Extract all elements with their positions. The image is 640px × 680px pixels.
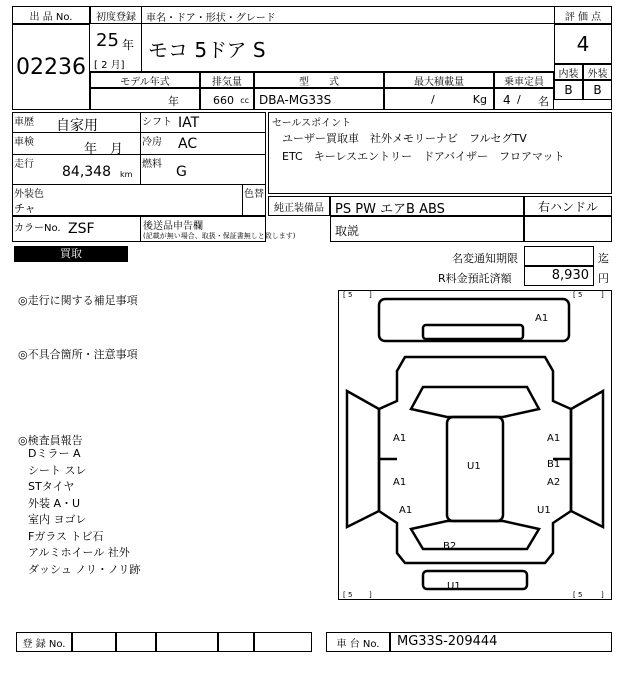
supplement-heading: ◎走行に関する補足事項 [18, 294, 138, 307]
name-change-unit: 迄 [598, 252, 609, 265]
inspection-label: 車検 [14, 137, 34, 148]
mileage-unit: km [120, 170, 133, 179]
svg-text:B1: B1 [547, 459, 561, 470]
displacement-box [200, 88, 254, 110]
defects-heading: ◎不具合箇所・注意事項 [18, 348, 138, 361]
sales-point-label: セールスポイント [272, 118, 352, 129]
details-frame [12, 112, 266, 216]
inspector-item: Fガラス トビ石 [28, 529, 104, 543]
inspector-item: ダッシュ ノリ・ノリ跡 [28, 562, 141, 576]
inspector-heading: ◎検査員報告 [18, 434, 83, 447]
shift: IAT [178, 115, 200, 131]
svg-text:]: ] [369, 591, 372, 599]
fuel: G [176, 164, 187, 180]
svg-text:A1: A1 [547, 433, 561, 444]
first-reg-year: 25 [96, 30, 119, 51]
car-name-label: 車名・ドア・形状・グレード [142, 6, 554, 24]
front-bumper [423, 571, 527, 589]
col-divider [140, 112, 141, 184]
model-year-box [90, 88, 200, 110]
color-no-label: カラーNo. [14, 223, 61, 234]
svg-text:U1: U1 [537, 505, 551, 516]
color-no: ZSF [68, 221, 95, 237]
grade-label: 評 価 点 [554, 6, 612, 24]
rear-window [423, 325, 523, 339]
year-char: 年 [122, 38, 135, 52]
svg-text:A1: A1 [393, 433, 407, 444]
type: DBA-MG33S [259, 93, 332, 107]
rear-glass [411, 521, 539, 549]
svg-text:A1: A1 [399, 505, 413, 516]
svg-text:]: ] [369, 291, 372, 299]
capacity-sep: / [517, 93, 521, 106]
inspector-item: STタイヤ [28, 480, 75, 493]
sales-point-line2: ETC キーレスエントリー ドアバイザー フロアマット [282, 150, 565, 163]
capacity: 4 [503, 93, 511, 107]
row-divider [12, 154, 266, 155]
capacity-box [494, 88, 554, 110]
svg-text:A1: A1 [393, 477, 407, 488]
max-load-label: 最大積載量 [384, 72, 494, 88]
inspector-list [28, 446, 140, 578]
model-year-label: モデル年式 [90, 72, 200, 88]
after-docs-note: (記載が無い場合、取扱・保証書無しと致します) [143, 232, 296, 240]
chassis-no: MG33S-209444 [390, 632, 612, 652]
inspector-item: Dミラー A [28, 447, 81, 460]
windshield [411, 387, 539, 417]
lot-no-label: 出 品 No. [12, 6, 90, 24]
displacement-label: 排気量 [200, 72, 254, 88]
svg-text:]: ] [601, 291, 604, 299]
grade: 4 [554, 24, 612, 64]
inspector-item: シート スレ [28, 463, 87, 477]
reg-no-cell [156, 632, 218, 652]
empty-cell [524, 216, 612, 242]
capacity-unit: 名 [538, 95, 549, 108]
equipment-value: PS PW エアB ABS [330, 196, 524, 216]
car-diagram [338, 290, 612, 600]
after-docs-label: 後送品申告欄 [143, 221, 203, 232]
svg-text:[ 5: [ 5 [343, 291, 353, 299]
svg-text:A1: A1 [535, 313, 549, 324]
col-divider [140, 216, 141, 242]
name-change-label: 名変通知期限 [452, 252, 518, 265]
exterior-label: 外装 [583, 64, 612, 80]
mileage-label: 走行 [14, 159, 34, 170]
left-side [347, 391, 379, 527]
reg-no-cell [72, 632, 116, 652]
svg-text:[ 5: [ 5 [573, 291, 583, 299]
first-reg-box [90, 24, 142, 72]
inspector-item: 外装 A・U [28, 496, 81, 510]
svg-text:U1: U1 [447, 581, 461, 592]
ac: AC [178, 136, 198, 152]
first-reg-month: [ 2 月] [94, 60, 125, 71]
recycle-label: R料金預託済額 [438, 272, 512, 285]
exterior-grade: B [583, 80, 612, 100]
ac-label: 冷房 [142, 137, 162, 148]
model-year-unit: 年 [168, 95, 179, 108]
right-side [571, 391, 603, 527]
row-divider [12, 132, 266, 133]
svg-text:[ 5: [ 5 [343, 591, 353, 599]
max-load-unit: Kg [472, 93, 487, 106]
svg-text:U1: U1 [467, 461, 481, 472]
type-box [254, 88, 384, 110]
inspection: 年 月 [84, 142, 124, 157]
mileage: 84,348 [62, 164, 111, 180]
name-change-box [524, 246, 594, 266]
recycle-value: 8,930 [524, 266, 594, 286]
recycle-unit: 円 [598, 272, 609, 285]
svg-text:]: ] [601, 591, 604, 599]
history: 自家用 [56, 118, 98, 134]
color-label: 外装色 [14, 189, 44, 200]
col-divider [242, 184, 243, 216]
capacity-label: 乗車定員 [494, 72, 554, 88]
reg-no-cell [116, 632, 156, 652]
handle: 右ハンドル [524, 196, 612, 216]
displacement-unit: cc [240, 96, 249, 105]
svg-text:[ 5: [ 5 [573, 591, 583, 599]
displacement: 660 [213, 94, 234, 107]
first-reg-label: 初度登録 [90, 6, 142, 24]
svg-text:B2: B2 [443, 541, 457, 552]
color-change-label: 色替 [244, 189, 264, 200]
shift-label: シフト [142, 117, 172, 128]
color: チャ [14, 202, 36, 215]
interior-grade: B [554, 80, 583, 100]
chassis-label: 車 台 No. [326, 632, 390, 652]
svg-text:A2: A2 [547, 477, 561, 488]
max-load: / [431, 93, 435, 106]
fuel-label: 燃料 [142, 159, 162, 170]
history-label: 車歴 [14, 117, 34, 128]
interior-label: 内装 [554, 64, 583, 80]
manual: 取説 [330, 216, 524, 242]
inspector-item: 室内 ヨゴレ [28, 513, 87, 526]
type-label: 型 式 [254, 72, 384, 88]
reg-no-label: 登 録 No. [16, 632, 72, 652]
equipment-label: 純正装備品 [268, 196, 330, 216]
reg-no-cell [254, 632, 312, 652]
inspector-item: アルミホイール 社外 [28, 546, 130, 559]
purchase-badge: 買取 [14, 246, 128, 262]
car-outline [339, 291, 611, 599]
row-divider [12, 184, 266, 185]
reg-no-cell [218, 632, 254, 652]
sales-point-line1: ユーザー買取車 社外メモリーナビ フルセグTV [282, 132, 527, 145]
max-load-box [384, 88, 494, 110]
car-name: モコ 5ドア S [142, 24, 554, 72]
lot-no: 02236 [12, 24, 90, 110]
